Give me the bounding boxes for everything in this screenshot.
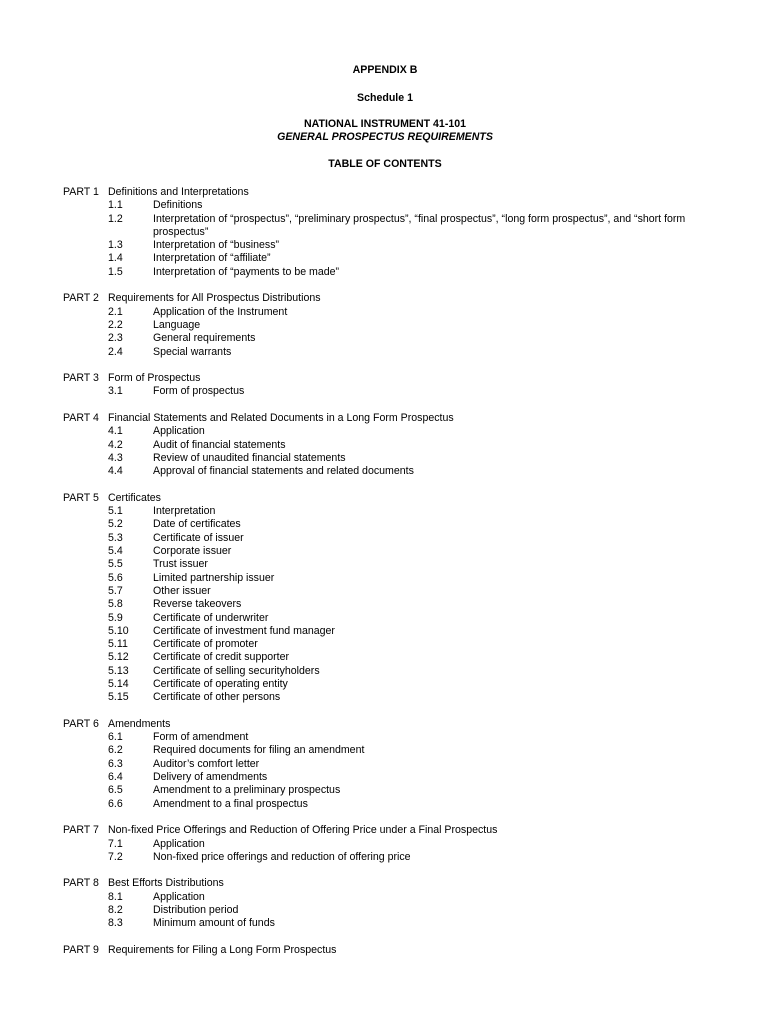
toc-section-entry bbox=[63, 532, 723, 545]
section-number: 7.1 bbox=[108, 837, 123, 850]
toc-part-heading bbox=[63, 412, 723, 425]
toc-part-heading bbox=[63, 877, 723, 890]
toc-part-heading bbox=[63, 944, 723, 957]
instrument-title: NATIONAL INSTRUMENT 41-101 bbox=[303, 118, 467, 130]
section-number: 1.2 bbox=[108, 212, 123, 225]
toc-part-heading bbox=[63, 372, 723, 385]
toc-part bbox=[63, 877, 723, 930]
section-title: Auditor’s comfort letter bbox=[153, 757, 260, 770]
appendix-heading: APPENDIX B bbox=[352, 64, 418, 76]
section-title: Certificate of selling securityholders bbox=[153, 664, 320, 677]
toc-section-entry bbox=[63, 771, 723, 784]
part-label: PART 2 bbox=[63, 292, 99, 305]
section-title: Application bbox=[153, 425, 205, 438]
toc-section-entry bbox=[63, 319, 723, 332]
toc-section-entry bbox=[63, 585, 723, 598]
section-number: 2.2 bbox=[108, 318, 123, 331]
section-number: 8.2 bbox=[108, 904, 123, 917]
section-title: Minimum amount of funds bbox=[153, 917, 275, 930]
section-number: 5.9 bbox=[108, 611, 123, 624]
section-number: 4.2 bbox=[108, 438, 123, 451]
section-number: 6.5 bbox=[108, 784, 123, 797]
toc-section-entry bbox=[63, 252, 723, 265]
toc-part bbox=[63, 944, 723, 957]
part-label: PART 8 bbox=[63, 877, 99, 890]
toc-section-entry bbox=[63, 332, 723, 345]
toc-section-entry bbox=[63, 638, 723, 651]
toc-part-heading bbox=[63, 492, 723, 505]
toc-section-entry bbox=[63, 545, 723, 558]
toc-section-entry bbox=[63, 452, 723, 465]
part-title: Certificates bbox=[108, 491, 161, 504]
part-title: Requirements for Filing a Long Form Prospectus bbox=[108, 943, 337, 956]
section-title: Definitions bbox=[153, 199, 203, 212]
section-number: 3.1 bbox=[108, 385, 123, 398]
section-number: 1.3 bbox=[108, 239, 123, 252]
toc-section-entry bbox=[63, 784, 723, 797]
section-number: 6.1 bbox=[108, 731, 123, 744]
section-title: Certificate of promoter bbox=[153, 638, 258, 651]
toc-section-entry bbox=[63, 691, 723, 704]
section-number: 5.3 bbox=[108, 531, 123, 544]
toc-section-entry bbox=[63, 199, 723, 212]
part-title: Form of Prospectus bbox=[108, 372, 201, 385]
part-label: PART 9 bbox=[63, 943, 99, 956]
toc-section-entry bbox=[63, 239, 723, 252]
section-title: Non-fixed price offerings and reduction of offering price bbox=[153, 850, 411, 863]
section-number: 5.4 bbox=[108, 545, 123, 558]
section-number: 5.6 bbox=[108, 571, 123, 584]
section-number: 5.8 bbox=[108, 598, 123, 611]
toc-section-entry bbox=[63, 385, 723, 398]
toc-section-entry bbox=[63, 651, 723, 664]
toc-section-entry bbox=[63, 731, 723, 744]
section-title: Limited partnership issuer bbox=[153, 571, 275, 584]
toc-section-entry bbox=[63, 558, 723, 571]
section-number: 8.1 bbox=[108, 890, 123, 903]
toc-section-entry bbox=[63, 665, 723, 678]
section-number: 1.1 bbox=[108, 199, 123, 212]
section-title: Application of the Instrument bbox=[153, 305, 288, 318]
section-number: 7.2 bbox=[108, 850, 123, 863]
section-number: 5.10 bbox=[108, 624, 129, 637]
section-title: Corporate issuer bbox=[153, 545, 232, 558]
section-title: Form of prospectus bbox=[153, 385, 245, 398]
toc-section-entry bbox=[63, 346, 723, 359]
section-number: 4.4 bbox=[108, 465, 123, 478]
part-label: PART 7 bbox=[63, 824, 99, 837]
part-label: PART 4 bbox=[63, 412, 99, 425]
toc-section-entry bbox=[63, 625, 723, 638]
toc-part-heading bbox=[63, 824, 723, 837]
toc-section-entry bbox=[63, 838, 723, 851]
section-title: Special warrants bbox=[153, 345, 232, 358]
section-title: Certificate of investment fund manager bbox=[153, 624, 335, 637]
toc-part bbox=[63, 718, 723, 811]
toc-part bbox=[63, 824, 723, 864]
toc-heading: TABLE OF CONTENTS bbox=[328, 158, 442, 170]
section-number: 5.15 bbox=[108, 691, 129, 704]
section-title: Other issuer bbox=[153, 584, 211, 597]
toc-section-entry bbox=[63, 798, 723, 811]
section-title: Reverse takeovers bbox=[153, 598, 242, 611]
section-number: 5.7 bbox=[108, 584, 123, 597]
toc-section-entry bbox=[63, 758, 723, 771]
section-title: Trust issuer bbox=[153, 558, 208, 571]
toc-part bbox=[63, 186, 723, 279]
section-number: 1.5 bbox=[108, 265, 123, 278]
section-number: 5.1 bbox=[108, 505, 123, 518]
part-title: Definitions and Interpretations bbox=[108, 186, 249, 198]
section-title: Amendment to a preliminary prospectus bbox=[153, 784, 341, 797]
toc-part-heading bbox=[63, 718, 723, 731]
toc-section-entry bbox=[63, 425, 723, 438]
section-title: Delivery of amendments bbox=[153, 771, 268, 784]
section-number: 1.4 bbox=[108, 252, 123, 265]
toc-section-entry bbox=[63, 917, 723, 930]
toc-part bbox=[63, 492, 723, 705]
toc-section-entry bbox=[63, 678, 723, 691]
toc-part-heading bbox=[63, 186, 723, 199]
section-title: Date of certificates bbox=[153, 518, 241, 531]
section-title: Amendment to a final prospectus bbox=[153, 797, 308, 810]
toc-section-entry bbox=[63, 851, 723, 864]
part-title: Financial Statements and Related Documents in a Long Form Prospectus bbox=[108, 412, 454, 425]
section-title: General requirements bbox=[153, 332, 256, 345]
section-title: Required documents for filing an amendment bbox=[153, 744, 365, 757]
section-title: Distribution period bbox=[153, 904, 239, 917]
toc-section-entry bbox=[63, 891, 723, 904]
part-title: Non-fixed Price Offerings and Reduction of Offering Price under a Final Prospectus bbox=[108, 824, 498, 837]
section-number: 5.5 bbox=[108, 558, 123, 571]
section-title: Interpretation of “business” bbox=[153, 239, 280, 252]
toc-section-entry bbox=[63, 518, 723, 531]
part-title: Best Efforts Distributions bbox=[108, 877, 224, 890]
toc-part bbox=[63, 372, 723, 399]
toc-section-entry bbox=[63, 465, 723, 478]
toc-part bbox=[63, 292, 723, 358]
section-title: Application bbox=[153, 837, 205, 850]
section-title: Form of amendment bbox=[153, 731, 249, 744]
part-label: PART 1 bbox=[63, 186, 99, 198]
section-title: Interpretation of “payments to be made” bbox=[153, 265, 340, 278]
section-number: 6.4 bbox=[108, 771, 123, 784]
section-number: 2.1 bbox=[108, 305, 123, 318]
part-title: Requirements for All Prospectus Distributions bbox=[108, 292, 321, 305]
section-title: Certificate of issuer bbox=[153, 531, 244, 544]
toc-section-entry bbox=[63, 505, 723, 518]
section-number: 6.3 bbox=[108, 757, 123, 770]
section-number: 8.3 bbox=[108, 917, 123, 930]
section-title: Review of unaudited financial statements bbox=[153, 451, 346, 464]
section-number: 5.13 bbox=[108, 664, 129, 677]
section-title: Certificate of credit supporter bbox=[153, 651, 290, 664]
toc-section-entry bbox=[63, 612, 723, 625]
toc-section-entry bbox=[63, 213, 723, 240]
section-number: 2.3 bbox=[108, 332, 123, 345]
toc-section-entry bbox=[63, 904, 723, 917]
section-title: Language bbox=[153, 318, 201, 331]
section-number: 5.14 bbox=[108, 677, 129, 690]
part-label: PART 6 bbox=[63, 717, 99, 730]
section-number: 4.1 bbox=[108, 425, 123, 438]
section-title: Certificate of underwriter bbox=[153, 611, 269, 624]
part-label: PART 3 bbox=[63, 372, 99, 385]
toc-section-entry bbox=[63, 306, 723, 319]
part-title: Amendments bbox=[108, 717, 171, 730]
section-title: Certificate of operating entity bbox=[153, 677, 288, 690]
section-number: 5.11 bbox=[108, 638, 128, 651]
table-of-contents bbox=[63, 186, 723, 971]
schedule-heading: Schedule 1 bbox=[357, 92, 413, 104]
toc-section-entry bbox=[63, 266, 723, 279]
section-number: 5.2 bbox=[108, 518, 123, 531]
section-title: Interpretation of “prospectus”, “preliminary prospectus”, “final prospectus”, “long form prospectus”, and “short form prospectus” bbox=[153, 212, 686, 238]
toc-section-entry bbox=[63, 572, 723, 585]
part-label: PART 5 bbox=[63, 491, 99, 504]
section-title: Certificate of other persons bbox=[153, 691, 281, 704]
section-title: Interpretation of “affiliate” bbox=[153, 252, 271, 265]
section-title: Application bbox=[153, 890, 205, 903]
toc-part-heading bbox=[63, 292, 723, 305]
section-number: 5.12 bbox=[108, 651, 129, 664]
instrument-subtitle: GENERAL PROSPECTUS REQUIREMENTS bbox=[277, 131, 493, 143]
section-number: 2.4 bbox=[108, 345, 123, 358]
section-title: Approval of financial statements and related documents bbox=[153, 465, 414, 478]
section-title: Interpretation bbox=[153, 505, 216, 518]
section-number: 6.6 bbox=[108, 797, 123, 810]
toc-section-entry bbox=[63, 744, 723, 757]
toc-section-entry bbox=[63, 439, 723, 452]
section-title: Audit of financial statements bbox=[153, 438, 286, 451]
section-number: 4.3 bbox=[108, 451, 123, 464]
section-number: 6.2 bbox=[108, 744, 123, 757]
toc-section-entry bbox=[63, 598, 723, 611]
toc-part bbox=[63, 412, 723, 478]
